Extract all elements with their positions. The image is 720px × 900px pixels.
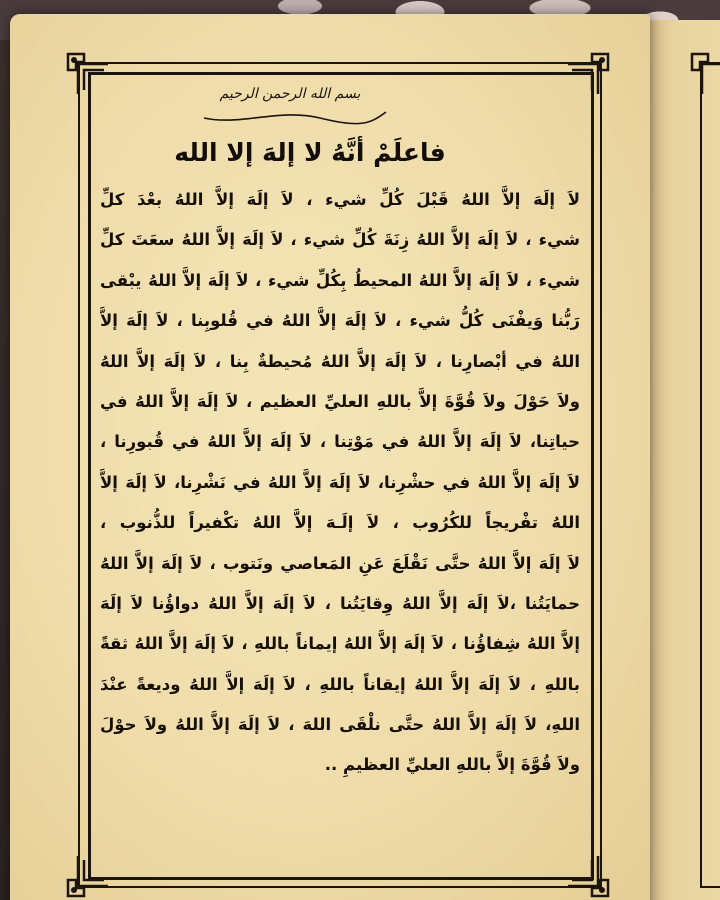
text-line: لاَ إلَهَ إلاَّ اللهُ في حشْرِنا، لاَ إلَهَ إلاَّ اللهُ في نَشْرِنا، لاَ إلَهَ إلاَّ xyxy=(100,472,580,492)
text-line: شيء ، لاَ إلَهَ إلاَّ اللهُ زِنَةَ كُلِّ شيء ، لاَ إلَهَ إلاَّ اللهُ سعَتَ كلِّ xyxy=(100,230,580,250)
text-line: اللهُ تفْريجاً للكُرُوب ، لاَ إلَـهَ إلاَّ اللهُ تكْفيراً للذُّنوب ، xyxy=(100,513,580,533)
text-line: لاَ إلَهَ إلاَّ اللهُ قَبْلَ كُلِّ شيء ، لاَ إلَهَ إلاَّ اللهُ بعْدَ كلِّ xyxy=(100,190,580,209)
text-line: رَبُّنا وَيفْنَى كُلُّ شيء ، لاَ إلَهَ إلاَّ اللهُ في قُلوبِنا ، لاَ إلَهَ إلاَّ xyxy=(100,311,580,331)
basmala-flourish-icon xyxy=(200,104,390,126)
corner-ornament-bottom-left xyxy=(64,854,110,900)
text-line: شيء ، لاَ إلَهَ إلاَّ اللهُ المحيطُ بِكُلِّ شيء ، لاَ إلَهَ إلاَّ اللهُ يبْقى xyxy=(100,270,580,290)
next-page-corner-ornament xyxy=(688,50,720,96)
corner-ornament-top-left xyxy=(64,50,110,96)
text-line: اللهُ في أبْصارِنا ، لاَ إلَهَ إلاَّ اللهُ مُحيطةٌ بِنا ، لاَ إلَهَ إلاَّ اللهُ xyxy=(100,351,580,371)
text-line: ولاَ قُوَّةَ إلاَّ باللهِ العليِّ العظيمِ .. xyxy=(324,755,580,775)
body-text xyxy=(100,180,580,786)
text-line: حمايَتُنا ،لاَ إلَهَ إلاَّ اللهُ وِقايَتُنا ، لاَ إلَهَ إلاَّ اللهُ دواؤُنا لاَ إلَهَ xyxy=(100,593,580,613)
text-line: اللهِ، لاَ إلَهَ إلاَّ اللهُ حتَّى نلْقَى اللهَ ، لاَ إلَهَ إلاَّ اللهُ ولاَ حوْلَ xyxy=(100,715,580,735)
text-line: باللهِ ، لاَ إلَهَ إلاَّ اللهُ إيقاناً باللهِ ، لاَ إلَهَ إلاَّ اللهُ وديعةً عنْدَ xyxy=(100,674,580,694)
text-line: ولاَ حَوْلَ ولاَ قُوَّةَ إلاَّ باللهِ العليِّ العظيم ، لاَ إلَهَ إلاَّ اللهُ في xyxy=(100,391,580,411)
text-line: إلاَّ اللهُ شِفاؤُنا ، لاَ إلَهَ إلاَّ اللهُ إيماناً باللهِ ، لاَ إلَهَ إلاَّ اللهُ ثقةً xyxy=(100,634,580,654)
corner-ornament-top-right xyxy=(566,50,612,96)
next-page-border xyxy=(700,62,720,888)
text-line: حياتِنا، لاَ إلَهَ إلاَّ اللهُ في مَوْتِنا ، لاَ إلَهَ إلاَّ اللهُ في قُبورِنا ، xyxy=(100,432,580,452)
basmala-calligraphy: بسم الله الرحمن الرحيم xyxy=(219,86,361,102)
text-line: لاَ إلَهَ إلاَّ اللهُ حتَّى نَقْلَعَ عَنِ المَعاصي ونَتوب ، لاَ إلَهَ إلاَّ اللهُ xyxy=(100,553,580,573)
corner-ornament-bottom-right xyxy=(566,854,612,900)
page-heading: فاعلَمْ أنَّهُ لا إلهَ إلا الله xyxy=(174,138,446,167)
